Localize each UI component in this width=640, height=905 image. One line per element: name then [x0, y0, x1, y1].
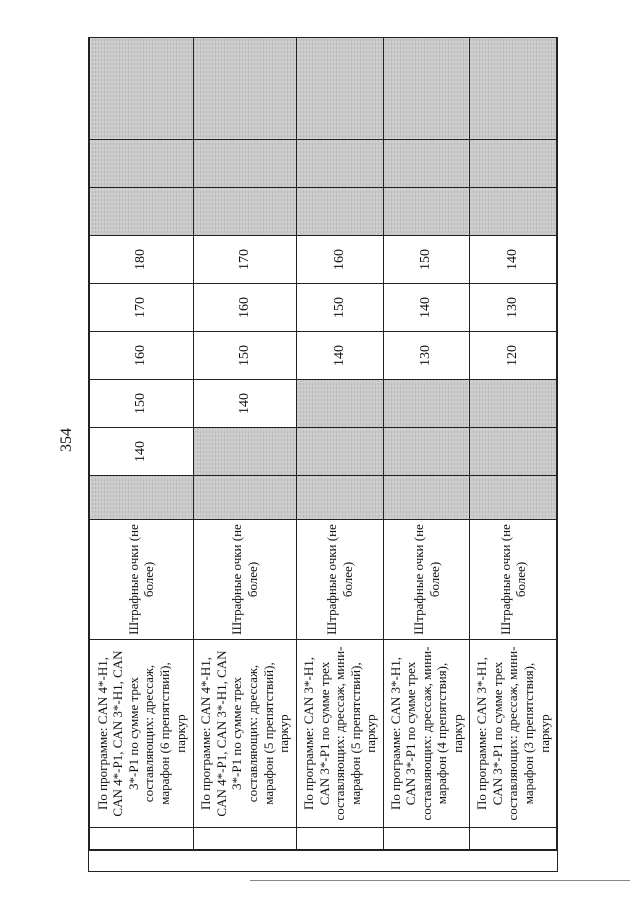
shaded-cell [470, 428, 557, 476]
shaded-cell [470, 140, 557, 188]
value-cell: 150 [297, 284, 384, 332]
value-cell: 130 [470, 284, 557, 332]
page-number: 354 [58, 428, 75, 452]
shaded-cell [383, 38, 470, 140]
value-cell: 120 [470, 332, 557, 380]
value-cell: 160 [90, 332, 194, 380]
shaded-cell [90, 188, 194, 236]
value-cell: 140 [383, 284, 470, 332]
bottom-scan-line [250, 880, 630, 881]
shaded-cell [193, 140, 297, 188]
shaded-cell [193, 188, 297, 236]
shaded-cell [383, 188, 470, 236]
value-cell: 160 [297, 236, 384, 284]
value-cell: 150 [193, 332, 297, 380]
table-row [90, 38, 194, 850]
value-cell: 140 [297, 332, 384, 380]
value-cell: 140 [470, 236, 557, 284]
table-row [470, 38, 557, 850]
penalty-label-cell: Штрафные очки (не более) [90, 520, 194, 640]
penalty-label-cell: Штрафные очки (не более) [193, 520, 297, 640]
table-row [297, 38, 384, 850]
value-cell: 140 [193, 380, 297, 428]
penalty-label-cell: Штрафные очки (не более) [297, 520, 384, 640]
value-cell: 180 [90, 236, 194, 284]
shaded-cell [470, 380, 557, 428]
shaded-cell [297, 476, 384, 520]
shaded-cell [90, 38, 194, 140]
shaded-cell [193, 38, 297, 140]
document-sheet [88, 37, 558, 872]
table-cell-blank [297, 828, 384, 850]
value-cell: 160 [193, 284, 297, 332]
shaded-cell [297, 188, 384, 236]
shaded-cell [297, 140, 384, 188]
program-cell: По программе: CAN 3*-H1, CAN 3*-P1 по сумме трех составляющих: дрессаж, мини-марафон (5 препятствий), паркур [297, 640, 384, 828]
table-cell-blank [383, 828, 470, 850]
value-cell: 130 [383, 332, 470, 380]
penalty-label-cell: Штрафные очки (не более) [383, 520, 470, 640]
value-cell: 170 [90, 284, 194, 332]
program-cell: По программе: CAN 3*-H1, CAN 3*-P1 по сумме трех составляющих: дрессаж, мини-марафон (3 препятствия), паркур [470, 640, 557, 828]
value-cell: 150 [383, 236, 470, 284]
shaded-cell [193, 428, 297, 476]
table-cell-blank [90, 828, 194, 850]
shaded-cell [90, 476, 194, 520]
table-cell-blank [193, 828, 297, 850]
shaded-cell [383, 428, 470, 476]
table-row [383, 38, 470, 850]
standards-table [89, 37, 557, 850]
bottom-strip-divider [89, 850, 557, 851]
shaded-cell [193, 476, 297, 520]
value-cell: 170 [193, 236, 297, 284]
shaded-cell [297, 38, 384, 140]
program-cell: По программе: CAN 3*-H1, CAN 3*-P1 по сумме трех составляющих: дрессаж, мини-марафон (4 препятствия), паркур [383, 640, 470, 828]
shaded-cell [383, 140, 470, 188]
penalty-label-cell: Штрафные очки (не более) [470, 520, 557, 640]
program-cell: По программе: CAN 4*-H1, CAN 4*-P1, CAN 3*-H1, CAN 3*-P1 по сумме трех составляющих: дрессаж, марафон (6 препятствий), паркур [90, 640, 194, 828]
shaded-cell [90, 140, 194, 188]
table-cell-blank [470, 828, 557, 850]
value-cell: 140 [90, 428, 194, 476]
table-row [193, 38, 297, 850]
shaded-cell [470, 476, 557, 520]
shaded-cell [297, 380, 384, 428]
shaded-cell [383, 380, 470, 428]
shaded-cell [383, 476, 470, 520]
rotated-table-container [89, 38, 557, 850]
program-cell: По программе: CAN 4*-H1, CAN 4*-P1, CAN 3*-H1, CAN 3*-P1 по сумме трех составляющих: дрессаж, марафон (5 препятствий), паркур [193, 640, 297, 828]
shaded-cell [470, 188, 557, 236]
shaded-cell [470, 38, 557, 140]
value-cell: 150 [90, 380, 194, 428]
shaded-cell [297, 428, 384, 476]
